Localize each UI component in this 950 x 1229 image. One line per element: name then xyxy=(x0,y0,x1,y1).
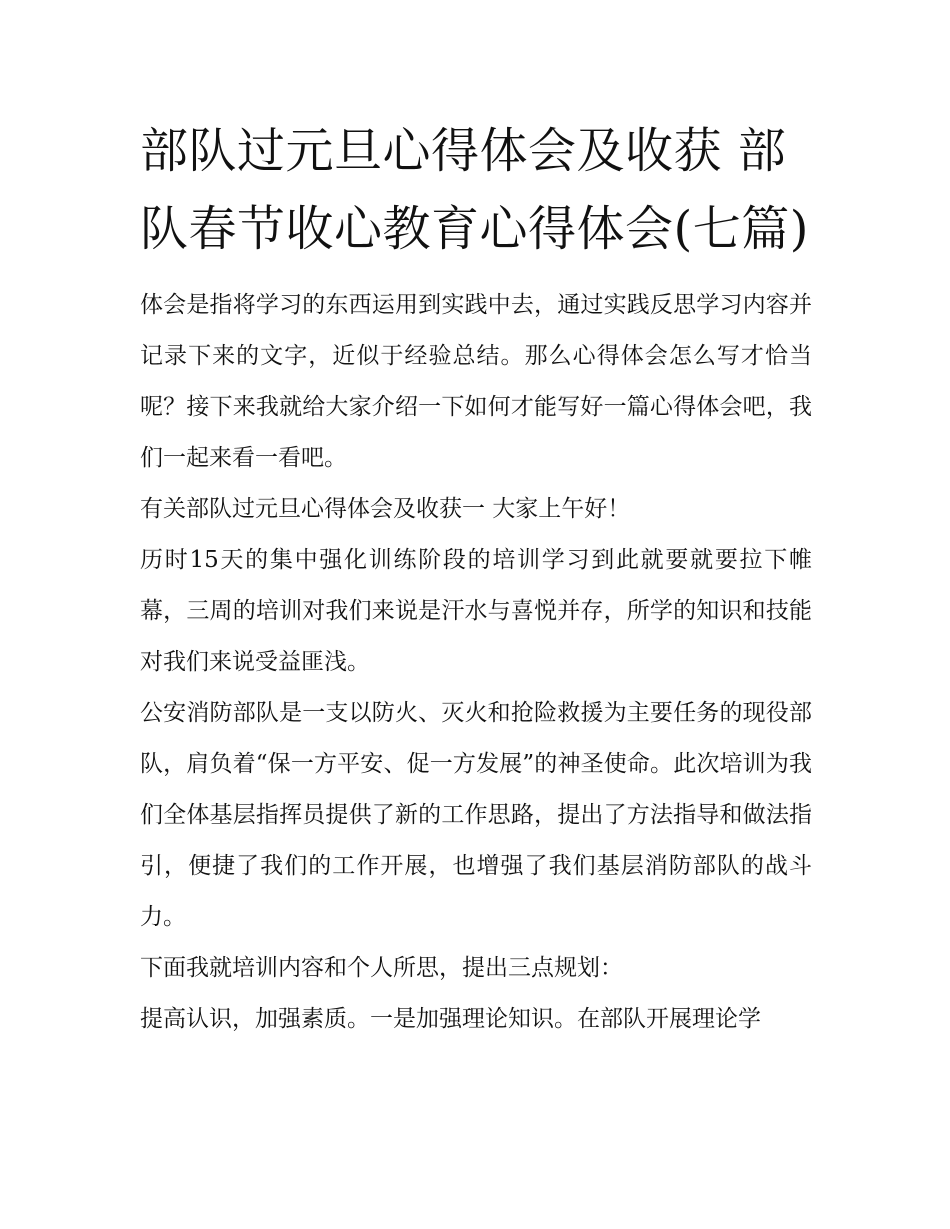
plan-point-one-paragraph: 提高认识，加强素质。一是加强理论知识。在部队开展理论学 xyxy=(140,1006,761,1032)
plan-intro-paragraph: 下面我就培训内容和个人所思，提出三点规划： xyxy=(140,955,623,981)
intro-paragraph: 体会是指将学习的东西运用到实践中去，通过实践反思学习内容并记录下来的文字，近似于经验总结。那么心得体会怎么写才恰当呢？接下来我就给大家介绍一下如何才能写好一篇心得体会吧，我们一起来看一看吧。 xyxy=(140,292,812,471)
document-title: 部队过元旦心得体会及收获 部队春节收心教育心得体会(七篇) xyxy=(140,123,809,257)
training-summary-paragraph: 历时15天的集中强化训练阶段的培训学习到此就要就要拉下帷幕，三周的培训对我们来说是汗水与喜悦并存，所学的知识和技能对我们来说受益匪浅。 xyxy=(140,547,812,675)
fire-brigade-mission-paragraph: 公安消防部队是一支以防火、灭火和抢险救援为主要任务的现役部队，肩负着“保一方平安、促一方发展”的神圣使命。此次培训为我们全体基层指挥员提供了新的工作思路，提出了方法指导和做法指引，便捷了我们的工作开展，也增强了我们基层消防部队的战斗力。 xyxy=(140,700,812,930)
document-page xyxy=(140,112,812,1045)
section-heading-paragraph: 有关部队过元旦心得体会及收获一 大家上午好！ xyxy=(140,496,631,522)
